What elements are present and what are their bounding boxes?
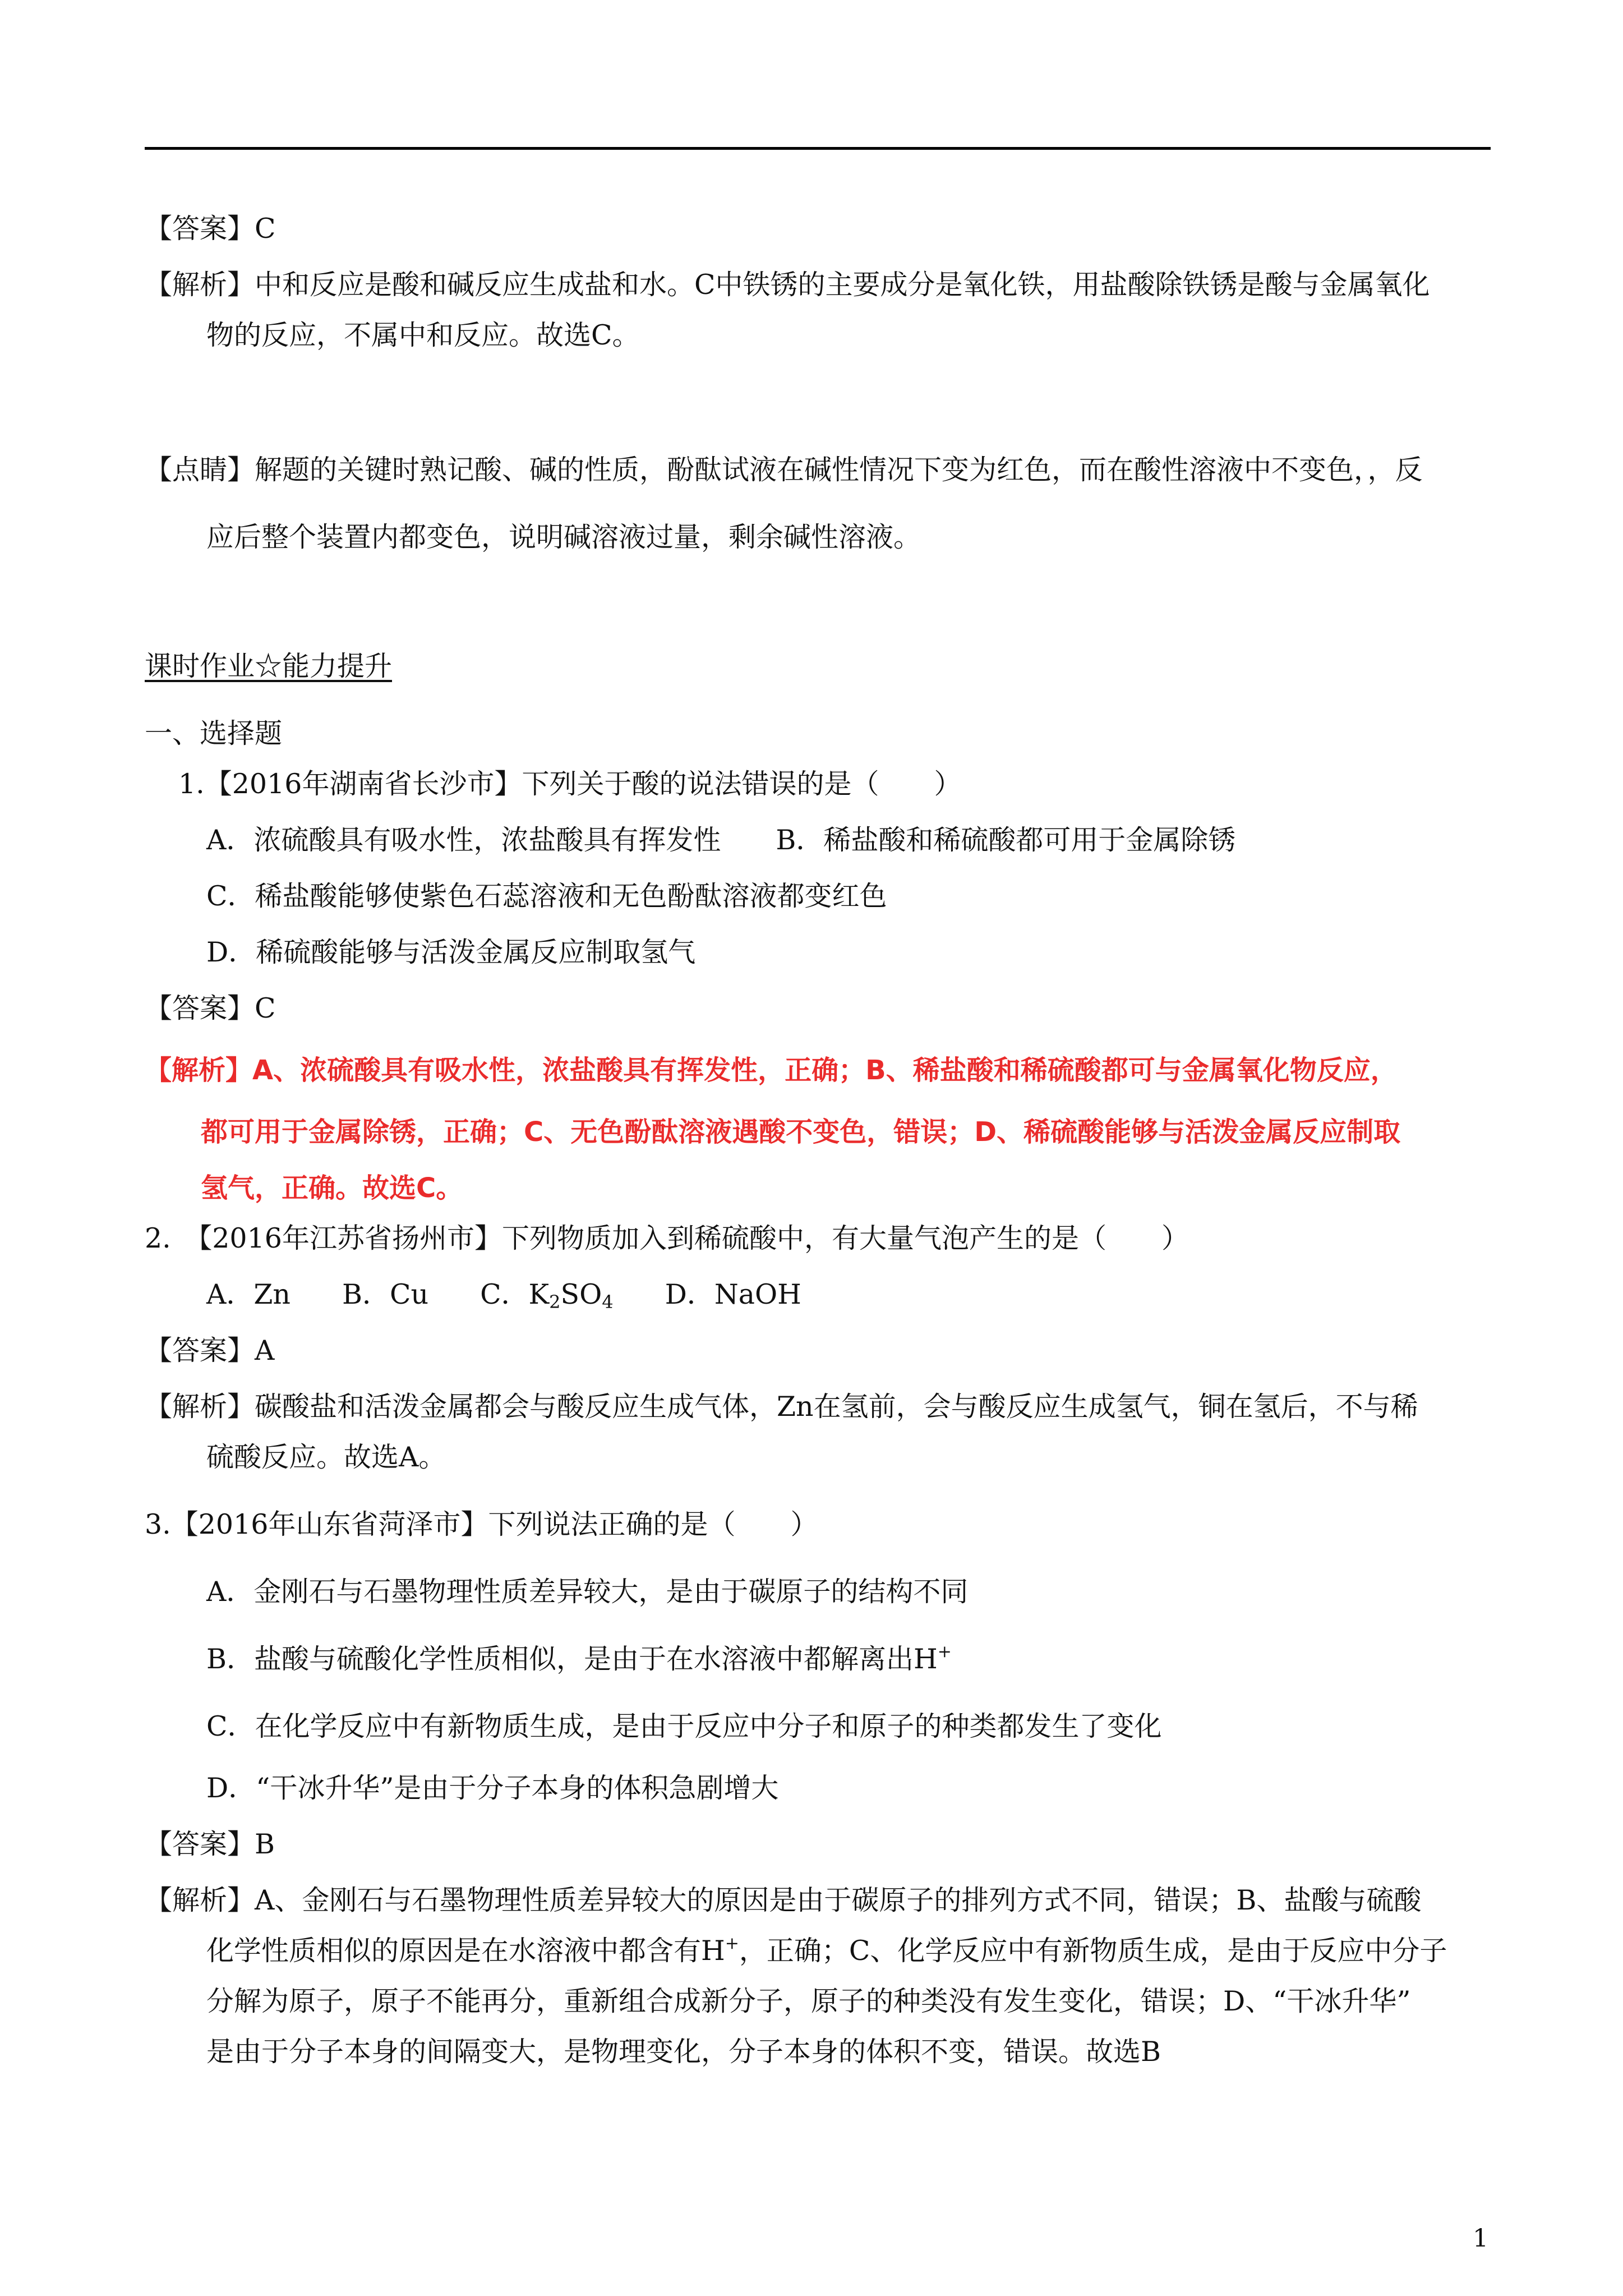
option-b: B．Cu [342,1278,429,1310]
question-option: D．稀硫酸能够与活泼金属反应制取氢气 [206,936,696,968]
part-title: 一、选择题 [145,717,283,749]
analysis-line: 分解为原子，原子不能再分，重新组合成新分子，原子的种类没有发生变化，错误；D、“干冰升华” [206,1985,1411,2017]
question-option: A．金刚石与石墨物理性质差异较大，是由于碳原子的结构不同 [206,1576,969,1608]
answer-line: 【答案】C [145,213,276,245]
option-a: A．Zn [206,1278,291,1310]
question-stem: 3.【2016年山东省菏泽市】下列说法正确的是（ ） [145,1508,818,1540]
option-d: D．NaOH [665,1278,801,1310]
analysis-line: 【解析】中和反应是酸和碱反应生成盐和水。C中铁锈的主要成分是氧化铁，用盐酸除铁锈是酸与金属氧化 [145,269,1430,301]
analysis-line: 化学性质相似的原因是在水溶液中都含有H+，正确；C、化学反应中有新物质生成，是由于反应中分子 [206,1934,1447,1967]
question-stem: 2. 【2016年江苏省扬州市】下列物质加入到稀硫酸中，有大量气泡产生的是（ ） [145,1222,1189,1254]
question-option: D．“干冰升华”是由于分子本身的体积急剧增大 [206,1772,779,1804]
analysis-line: 是由于分子本身的间隔变大，是物理变化，分子本身的体积不变，错误。故选B [206,2036,1161,2068]
question-option: C．稀盐酸能够使紫色石蕊溶液和无色酚酞溶液都变红色 [206,880,887,912]
option-c: C．$K_2SO_4$ [480,1278,614,1313]
question-option: A．浓硫酸具有吸水性，浓盐酸具有挥发性 B．稀盐酸和稀硫酸都可用于金属除锈 [206,824,1236,856]
question-options-row [206,1278,801,1312]
analysis-line-highlight: 【解析】A、浓硫酸具有吸水性，浓盐酸具有挥发性，正确；B、稀盐酸和稀硫酸都可与金属氧化物反应， [145,1055,1398,1086]
analysis-line-highlight: 氢气，正确。故选C。 [201,1172,463,1204]
tip-line: 【点睛】解题的关键时熟记酸、碱的性质，酚酞试液在碱性情况下变为红色，而在酸性溶液中不变色，，反 [145,454,1423,486]
answer-line: 【答案】A [145,1335,275,1366]
analysis-line: 【解析】A、金刚石与石墨物理性质差异较大的原因是由于碳原子的排列方式不同，错误；B、盐酸与硫酸 [145,1884,1422,1916]
analysis-line: 硫酸反应。故选A。 [206,1441,446,1473]
question-stem: 1.【2016年湖南省长沙市】下列关于酸的说法错误的是（ ） [178,768,962,800]
answer-line: 【答案】C [145,992,276,1024]
tip-line: 应后整个装置内都变色，说明碱溶液过量，剩余碱性溶液。 [206,521,921,553]
section-title: 课时作业☆能力提升 [145,650,393,682]
analysis-line: 物的反应，不属中和反应。故选C。 [206,319,640,351]
question-option: C．在化学反应中有新物质生成，是由于反应中分子和原子的种类都发生了变化 [206,1710,1162,1742]
analysis-line: 【解析】碳酸盐和活泼金属都会与酸反应生成气体，Zn在氢前，会与酸反应生成氢气，铜在氢后，不与稀 [145,1391,1418,1423]
question-option: B．盐酸与硫酸化学性质相似，是由于在水溶液中都解离出H+ [206,1642,952,1675]
header-rule [145,147,1491,150]
analysis-line-highlight: 都可用于金属除锈，正确；C、无色酚酞溶液遇酸不变色，错误；D、稀硫酸能够与活泼金属反应制取 [201,1116,1401,1148]
page-number: 1 [1473,2224,1488,2253]
answer-line: 【答案】B [145,1828,275,1860]
